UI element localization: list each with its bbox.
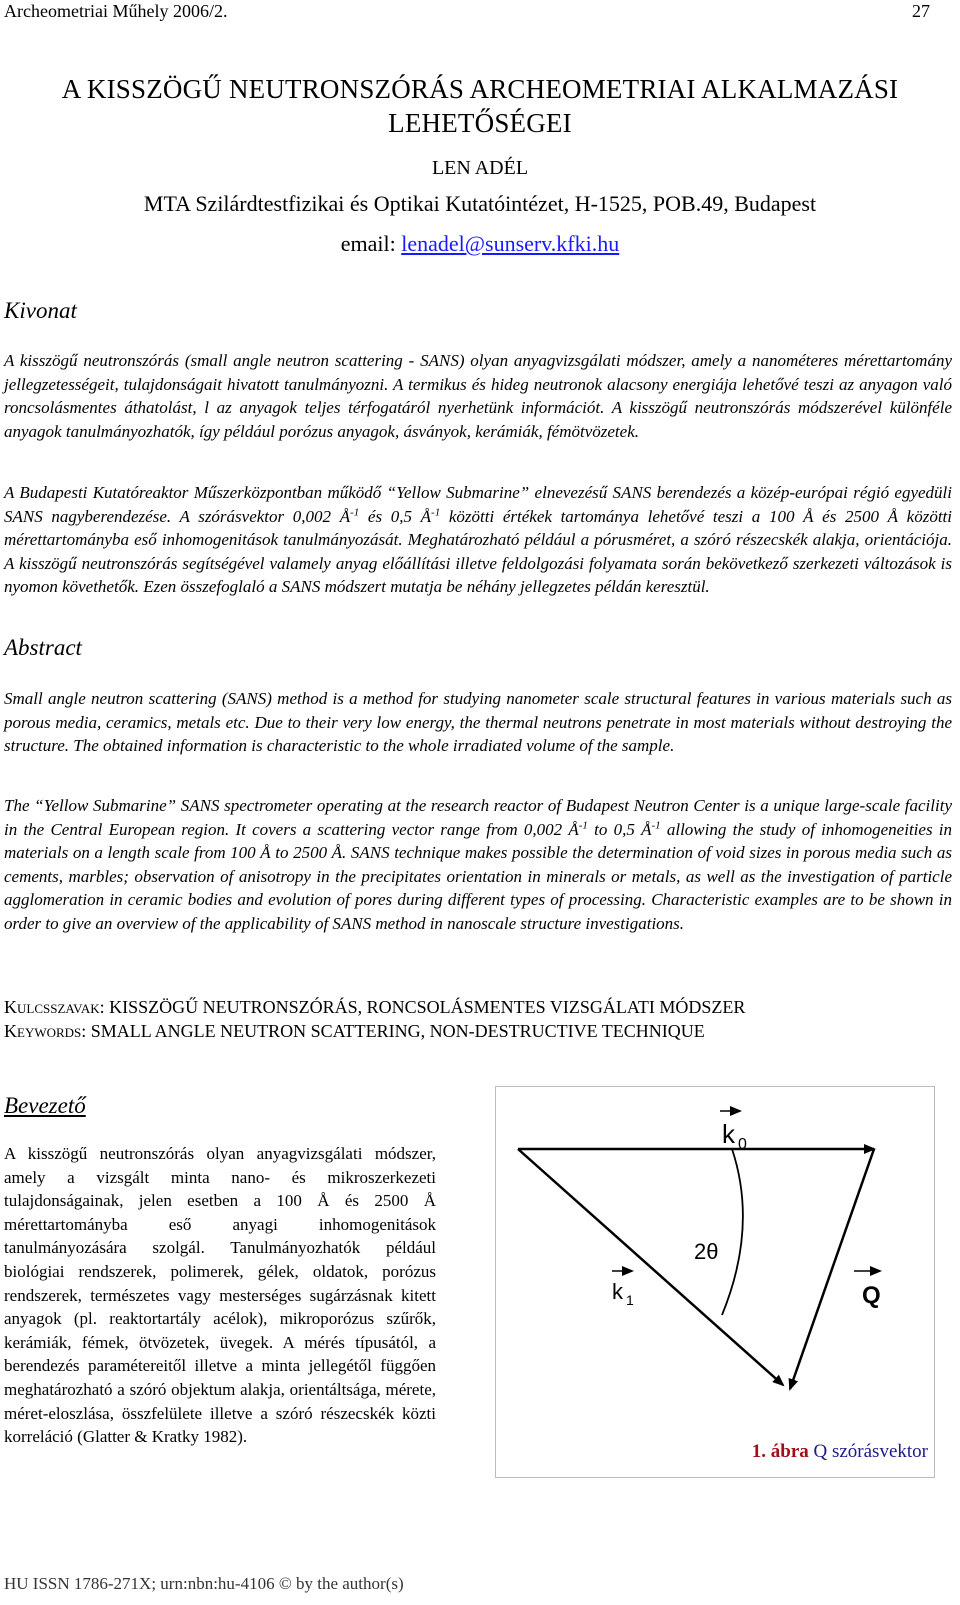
kivonat-paragraph-2: A Budapesti Kutatóreaktor Műszerközpontban működő “Yellow Submarine” elnevezésű SANS berendezés a közép-európai régió egyedüli SANS nagyberendezése. A szórásvektor 0,002 $Å^{-1}$ és 0,5 $Å^{-1}$ közötti értékek tartománya lehetővé teszi a 100 Å és 2500 Å közötti mérettartományba eső inhomogenitások tanulmányozását. Meghatározható például a pórusméret, a szóró részecskék alakja, orientációja. A kisszögű neutronszórás segítségével valamely anyag előállítási illetve feldolgozási folyamata során bekövetkező szerkezeti változások is nyomon követhetők. Ezen összefoglaló a SANS módszert mutatja be néhány jellegzetes példán keresztül. (4, 483, 952, 597)
angle-label: 2θ (694, 1239, 719, 1264)
abstract-heading: Abstract (4, 635, 82, 660)
email-link[interactable]: lenadel@sunserv.kfki.hu (401, 231, 620, 256)
issn-footer: HU ISSN 1786-271X; urn:nbn:hu-4106 © by the author(s) (4, 1574, 404, 1593)
kivonat-heading: Kivonat (4, 298, 77, 323)
email-line (0, 231, 960, 257)
paper-title-line1: A KISSZÖGŰ NEUTRONSZÓRÁS ARCHEOMETRIAI ALKALMAZÁSI (61, 74, 899, 104)
paper-title-line2: LEHETŐSÉGEI (388, 108, 572, 138)
q-label: Q (862, 1282, 881, 1309)
keywords-hu (4, 995, 745, 1019)
keywords-hu-label: Kulcsszavak: (4, 997, 105, 1017)
k1-subscript: 1 (626, 1292, 634, 1308)
k1-vector (518, 1149, 783, 1385)
k0-subscript: 0 (738, 1136, 747, 1153)
caption-number: 1. ábra (751, 1441, 809, 1462)
caption-text: Q szórásvektor (808, 1441, 928, 1462)
q-vector (790, 1149, 874, 1389)
journal-header: Archeometriai Műhely 2006/2. (4, 1, 228, 21)
k1-label: k (612, 1279, 623, 1304)
angle-arc (722, 1149, 743, 1315)
abstract-paragraph-1: Small angle neutron scattering (SANS) method is a method for studying nanometer scale structural features in various materials such as porous media, ceramics, metals etc. Due to their very low energy, the thermal neutrons penetrate in most materials without destroying the structure. The obtained information is characteristic to the whole irradiated volume of the sample. (4, 689, 952, 756)
intro-heading: Bevezető (4, 1093, 86, 1118)
keywords-en-label: Keywords: (4, 1021, 87, 1041)
scattering-vector-diagram (496, 1087, 934, 1477)
keywords-hu-text: KISSZÖGŰ NEUTRONSZÓRÁS, RONCSOLÁSMENTES VIZSGÁLATI MÓDSZER (109, 997, 746, 1017)
author-name: LEN ADÉL (431, 157, 529, 179)
kivonat-paragraph-1: A kisszögű neutronszórás (small angle neutron scattering - SANS) olyan anyagvizsgálati módszer, amely a nanométeres mérettartomány jellegzetességeit, tulajdonságait hivatott tanulmányozni. A termikus és hideg neutronok alacsony energiája lehetővé teszi az anyagon való roncsolásmentes áthatolást, l az anyagok teljes térfogatáról nyerhetünk információt. A kisszögű neutronszórás módszerével különféle anyagok tanulmányozhatók, így például porózus anyagok, ásványok, kerámiák, fémötvözetek. (4, 351, 952, 441)
figure-1 (495, 1086, 935, 1478)
intro-paragraph: A kisszögű neutronszórás olyan anyagvizsgálati módszer, amely a vizsgált minta nano- és mikroszerkezeti tulajdonságainak, jelen esetben a 100 Å és 2500 Å mérettartományba eső anyagi inhomogenitások tanulmányozására szolgál. Tanulmányozhatók például biológiai rendszerek, polimerek, gélek, oldatok, porózus rendszerek, természetes vagy mesterséges sugárzásnak kitett anyagok (pl. reaktortartály acélok), mikroporózus szűrők, kerámiák, fémek, ötvözetek, üvegek. A mérés típusától, a berendezés paramétereitől illetve a minta jellegétől függően meghatározható a szóró objektum alakja, orientáltsága, mérete, méret-eloszlása, összfelülete illetve a szóró részecskék közti korreláció (Glatter & Kratky 1982). (4, 1144, 436, 1447)
affiliation: MTA Szilárdtestfizikai és Optikai Kutatóintézet, H-1525, POB.49, Budapest (143, 191, 817, 216)
email-label: email: (340, 231, 396, 256)
page-number: 27 (912, 1, 930, 21)
keywords-en-text: SMALL ANGLE NEUTRON SCATTERING, NON-DESTRUCTIVE TECHNIQUE (90, 1021, 705, 1041)
figure-caption (752, 1441, 928, 1463)
k0-label: k (722, 1119, 735, 1149)
abstract-paragraph-2: The “Yellow Submarine” SANS spectrometer operating at the research reactor of Budapest Neutron Center is a unique large-scale facility in the Central European region. It covers a scattering vector range from 0,002 $Å^{-1}$ to 0,5 $Å^{-1}$ allowing the study of inhomogeneities in materials on a length scale from 100 Å to 2500 Å. SANS technique makes possible the determination of void sizes in porous media such as cements, marbles; observation of anisotropy in the precipitates orientation in minerals or metals, as well as the investigation of particle agglomeration in ceramic bodies and evolution of pores during different types of processing. Characteristic examples are to be shown in order to give an overview of the applicability of SANS method in nanoscale structure investigations. (4, 796, 953, 933)
keywords-en (4, 1019, 705, 1043)
